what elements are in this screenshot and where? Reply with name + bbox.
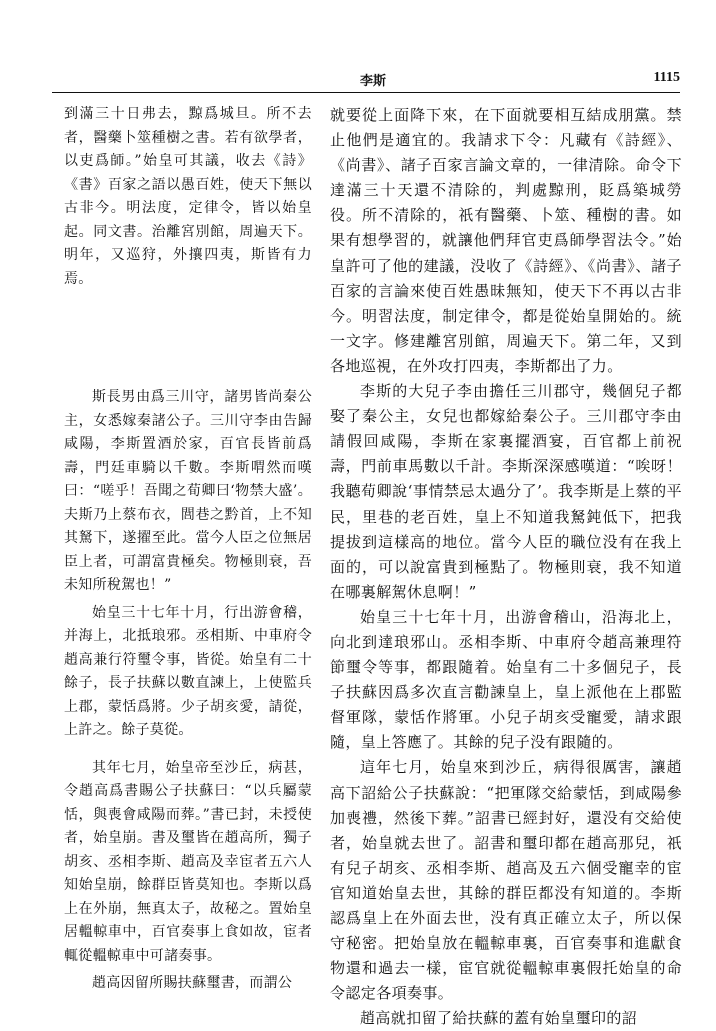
translation-paragraph: 始皇三十七年十月，出游會稽山，沿海北上，向北到達琅邪山。丞相李斯、中車府令趙高兼理符節璽令等事，都跟隨着。始皇有二十多個兒子，長子扶蘇因爲多次直言勸諫皇上，皇上派他在上郡監督軍隊，蒙恬作將軍。小兒子胡亥受寵愛，請求跟隨，皇上答應了。其餘的兒子没有跟隨的。 bbox=[330, 607, 682, 752]
chapter-title: 李斯 bbox=[360, 74, 387, 89]
classical-paragraph: 斯長男由爲三川守，諸男皆尚秦公主，女悉嫁秦諸公子。三川守李由告歸咸陽，李斯置酒於家，百官長皆前爲壽，門廷車騎以千數。李斯喟然而嘆曰：“嗟乎！吾聞之荀卿曰‘物禁大盛’。夫斯乃上蔡布衣，閭巷之黔首，上不知其駑下，遂擢至此。當今人臣之位無居臣上者，可謂富貴極矣。物極則衰，吾未知所稅駕也！” bbox=[64, 389, 312, 593]
page-number: 1115 bbox=[653, 70, 680, 85]
classical-paragraph: 趙高因留所賜扶蘇璽書，而謂公 bbox=[92, 975, 293, 991]
running-header bbox=[40, 70, 680, 92]
header-rule bbox=[52, 92, 680, 93]
translation-column bbox=[330, 103, 682, 1031]
translation-paragraph: 這年七月，始皇來到沙丘，病得很厲害，讓趙高下詔給公子扶蘇說：“把軍隊交給蒙恬，到咸陽參加喪禮，然後下葬。”詔書已經封好，還没有交給使者，始皇就去世了。詔書和璽印都在趙高那兒，祇有兒子胡亥、丞相李斯、趙高及五六個受寵幸的宦官知道始皇去世，其餘的群臣都没有知道的。李斯認爲皇上在外面去世，没有真正確立太子，所以保守秘密。把始皇放在轀輬車裏，百官奏事和進獻食物還和過去一樣，宦官就從轀輬車裏假托始皇的命令認定各項奏事。 bbox=[330, 758, 682, 1003]
translation-paragraph: 趙高就扣留了給扶蘇的蓋有始皇璽印的詔 bbox=[360, 1009, 638, 1028]
classical-paragraph: 始皇三十七年十月，行出游會稽，并海上，北抵琅邪。丞相斯、中車府令趙高兼行符璽令事，皆從。始皇有二十餘子，長子扶蘇以數直諫上，上使監兵上郡，蒙恬爲將。少子胡亥愛，請從，上許之。餘子莫從。 bbox=[64, 604, 312, 738]
classical-text-column bbox=[64, 103, 312, 996]
translation-paragraph: 就要從上面降下來，在下面就要相互結成朋黨。禁止他們是適宜的。我請求下令：凡藏有《詩經》、《尚書》、諸子百家言論文章的，一律清除。命令下達滿三十天還不清除的，判處黥刑，貶爲築城勞役。所不清除的，祇有醫藥、卜筮、種樹的書。如果有想學習的，就讓他們拜官吏爲師學習法令。”始皇許可了他的建議，没收了《詩經》、《尚書》、諸子百家的言論來使百姓愚昧無知，使天下不再以古非今。明習法度，制定律令，都是從始皇開始的。統一文字。修建離宮別館，周遍天下。第二年，又到各地巡視，在外攻打四夷，李斯都出了力。 bbox=[330, 106, 682, 375]
classical-paragraph: 其年七月，始皇帝至沙丘，病甚，令趙高爲書賜公子扶蘇曰：“以兵屬蒙恬，與喪會咸陽而葬。”書已封，未授使者，始皇崩。書及璽皆在趙高所，獨子胡亥、丞相李斯、趙高及幸宦者五六人知始皇崩，餘群臣皆莫知也。李斯以爲上在外崩，無真太子，故秘之。置始皇居轀輬車中，百官奏事上食如故，宦者輒從轀輬車中可諸奏事。 bbox=[64, 759, 312, 964]
classical-paragraph: 到滿三十日弗去，黥爲城旦。所不去者，醫藥卜筮種樹之書。若有欲學者，以吏爲師。”始皇可其議，收去《詩》《書》百家之語以愚百姓，使天下無以古非今。明法度，定律令，皆以始皇起。同文書。治離宮別館，周遍天下。明年，又巡狩，外攘四夷，斯皆有力焉。 bbox=[64, 106, 312, 287]
translation-paragraph: 李斯的大兒子李由擔任三川郡守，幾個兒子都娶了秦公主，女兒也都嫁給秦公子。三川郡守李由請假回咸陽，李斯在家裏擺酒宴，百官都上前祝壽，門前車馬數以千計。李斯深深感嘆道：“唉呀！我聽荀卿說‘事情禁忌太過分了’。我李斯是上蔡的平民，里巷的老百姓，皇上不知道我駑鈍低下，把我提拔到這樣高的地位。當今人臣的職位没有在我上面的，可以說富貴到極點了。物極則衰，我不知道在哪裏解駕休息啊！” bbox=[330, 382, 682, 601]
